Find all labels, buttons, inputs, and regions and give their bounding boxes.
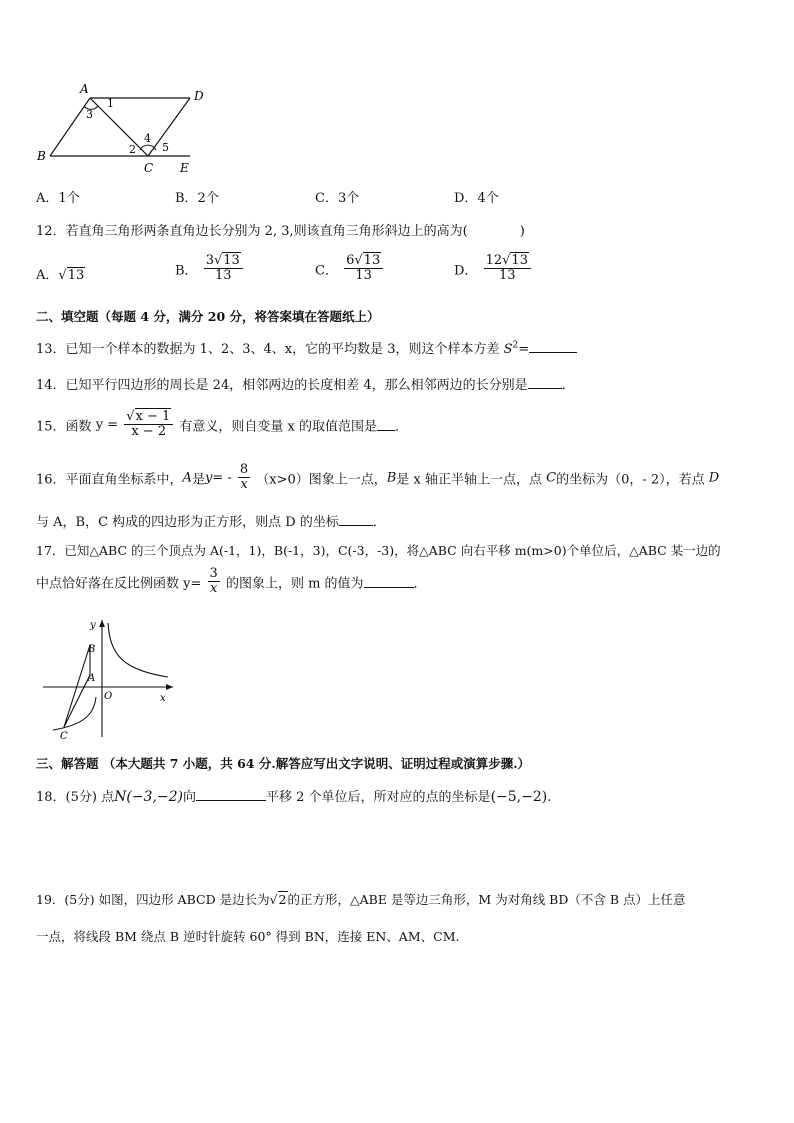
q17-line1: 17．已知△ABC 的三个顶点为 A(-1，1)，B(-1，3)，C(-3，-3)，将△ABC 向右平移 m(m>0)个单位后，△ABC 某一边的 (36, 543, 721, 558)
angle-5: 5 (162, 141, 169, 154)
q17-line2: 中点恰好落在反比例函数 y= $\frac{3}{x}$ 的图象上，则 m 的值为 ． (36, 566, 427, 597)
q15: 15．函数 y = $\frac{√x - 1}{x - 2}$ 有意义，则自变量 x 的取值范围是 ． (36, 409, 409, 440)
q11-option-b: B．2个 (175, 191, 219, 206)
q16-line1: 16．平面直角坐标系中，A是y= - $\frac{8}{x}$ （x>0）图象上一点，B是 x 轴正半轴上一点，点 C的坐标为（0，- 2），若点 D (36, 462, 720, 493)
q11-option-d: D．4个 (454, 191, 499, 206)
q13: 13．已知一个样本的数据为 1、2、3、4、x，它的平均数是 3，则这个样本方差 $S^2=$ (36, 338, 577, 357)
q14: 14．已知平行四边形的周长是 24，相邻两边的长度相差 4，那么相邻两边的长分别是 ． (36, 378, 575, 393)
q11-option-a: A．1个 (36, 191, 80, 206)
point-a-label: A (88, 673, 96, 684)
hyperbola-figure (38, 615, 183, 740)
axis-x-label: x (160, 693, 166, 704)
label-e: E (180, 161, 189, 175)
origin-label: O (104, 691, 113, 702)
axis-y-label: y (90, 620, 96, 631)
q12-option-a: A．√13 (36, 268, 85, 283)
q11-option-c: C．3个 (315, 191, 360, 206)
q19-line1: 19．(5分) 如图，四边形 ABCD 是边长为√2的正方形，△ABE 是等边三角形，M 为对角线 BD（不含 B 点）上任意 (36, 892, 686, 907)
label-d: D (194, 89, 204, 103)
point-c-label: C (60, 731, 68, 740)
q12-stem: 12．若直角三角形两条直角边长分别为 2, 3,则该直角三角形斜边上的高为( ) (36, 224, 525, 239)
angle-2: 2 (129, 143, 136, 156)
angle-4: 4 (144, 132, 151, 145)
q12-option-b: B． $\frac{3√13}{13}$ (175, 254, 245, 284)
q16-line2: 与 A，B，C 构成的四边形为正方形，则点 D 的坐标 ． (36, 515, 386, 530)
angle-3: 3 (86, 108, 93, 121)
q18: 18．(5分) 点N(−3,−2)向 平移 2 个单位后，所对应的点的坐标是(−5,−2). (36, 789, 552, 805)
q19-line2: 一点，将线段 BM 绕点 B 逆时针旋转 60° 得到 BN，连接 EN、AM、CM. (36, 929, 460, 944)
label-c: C (144, 161, 154, 175)
angle-1: 1 (107, 97, 114, 110)
label-a: A (80, 82, 89, 96)
q12-option-d: D． $\frac{12√13}{13}$ (454, 254, 533, 284)
parallelogram-figure (30, 80, 210, 175)
section2-title: 二、填空题（每题 4 分，满分 20 分，将答案填在答题纸上） (36, 309, 380, 324)
section3-title: 三、解答题 （本大题共 7 小题，共 64 分.解答应写出文字说明、证明过程或演算步骤.） (36, 756, 531, 771)
point-b-label: B (88, 644, 96, 655)
label-b: B (37, 149, 46, 163)
q12-option-c: C． $\frac{6√13}{13}$ (315, 254, 385, 284)
